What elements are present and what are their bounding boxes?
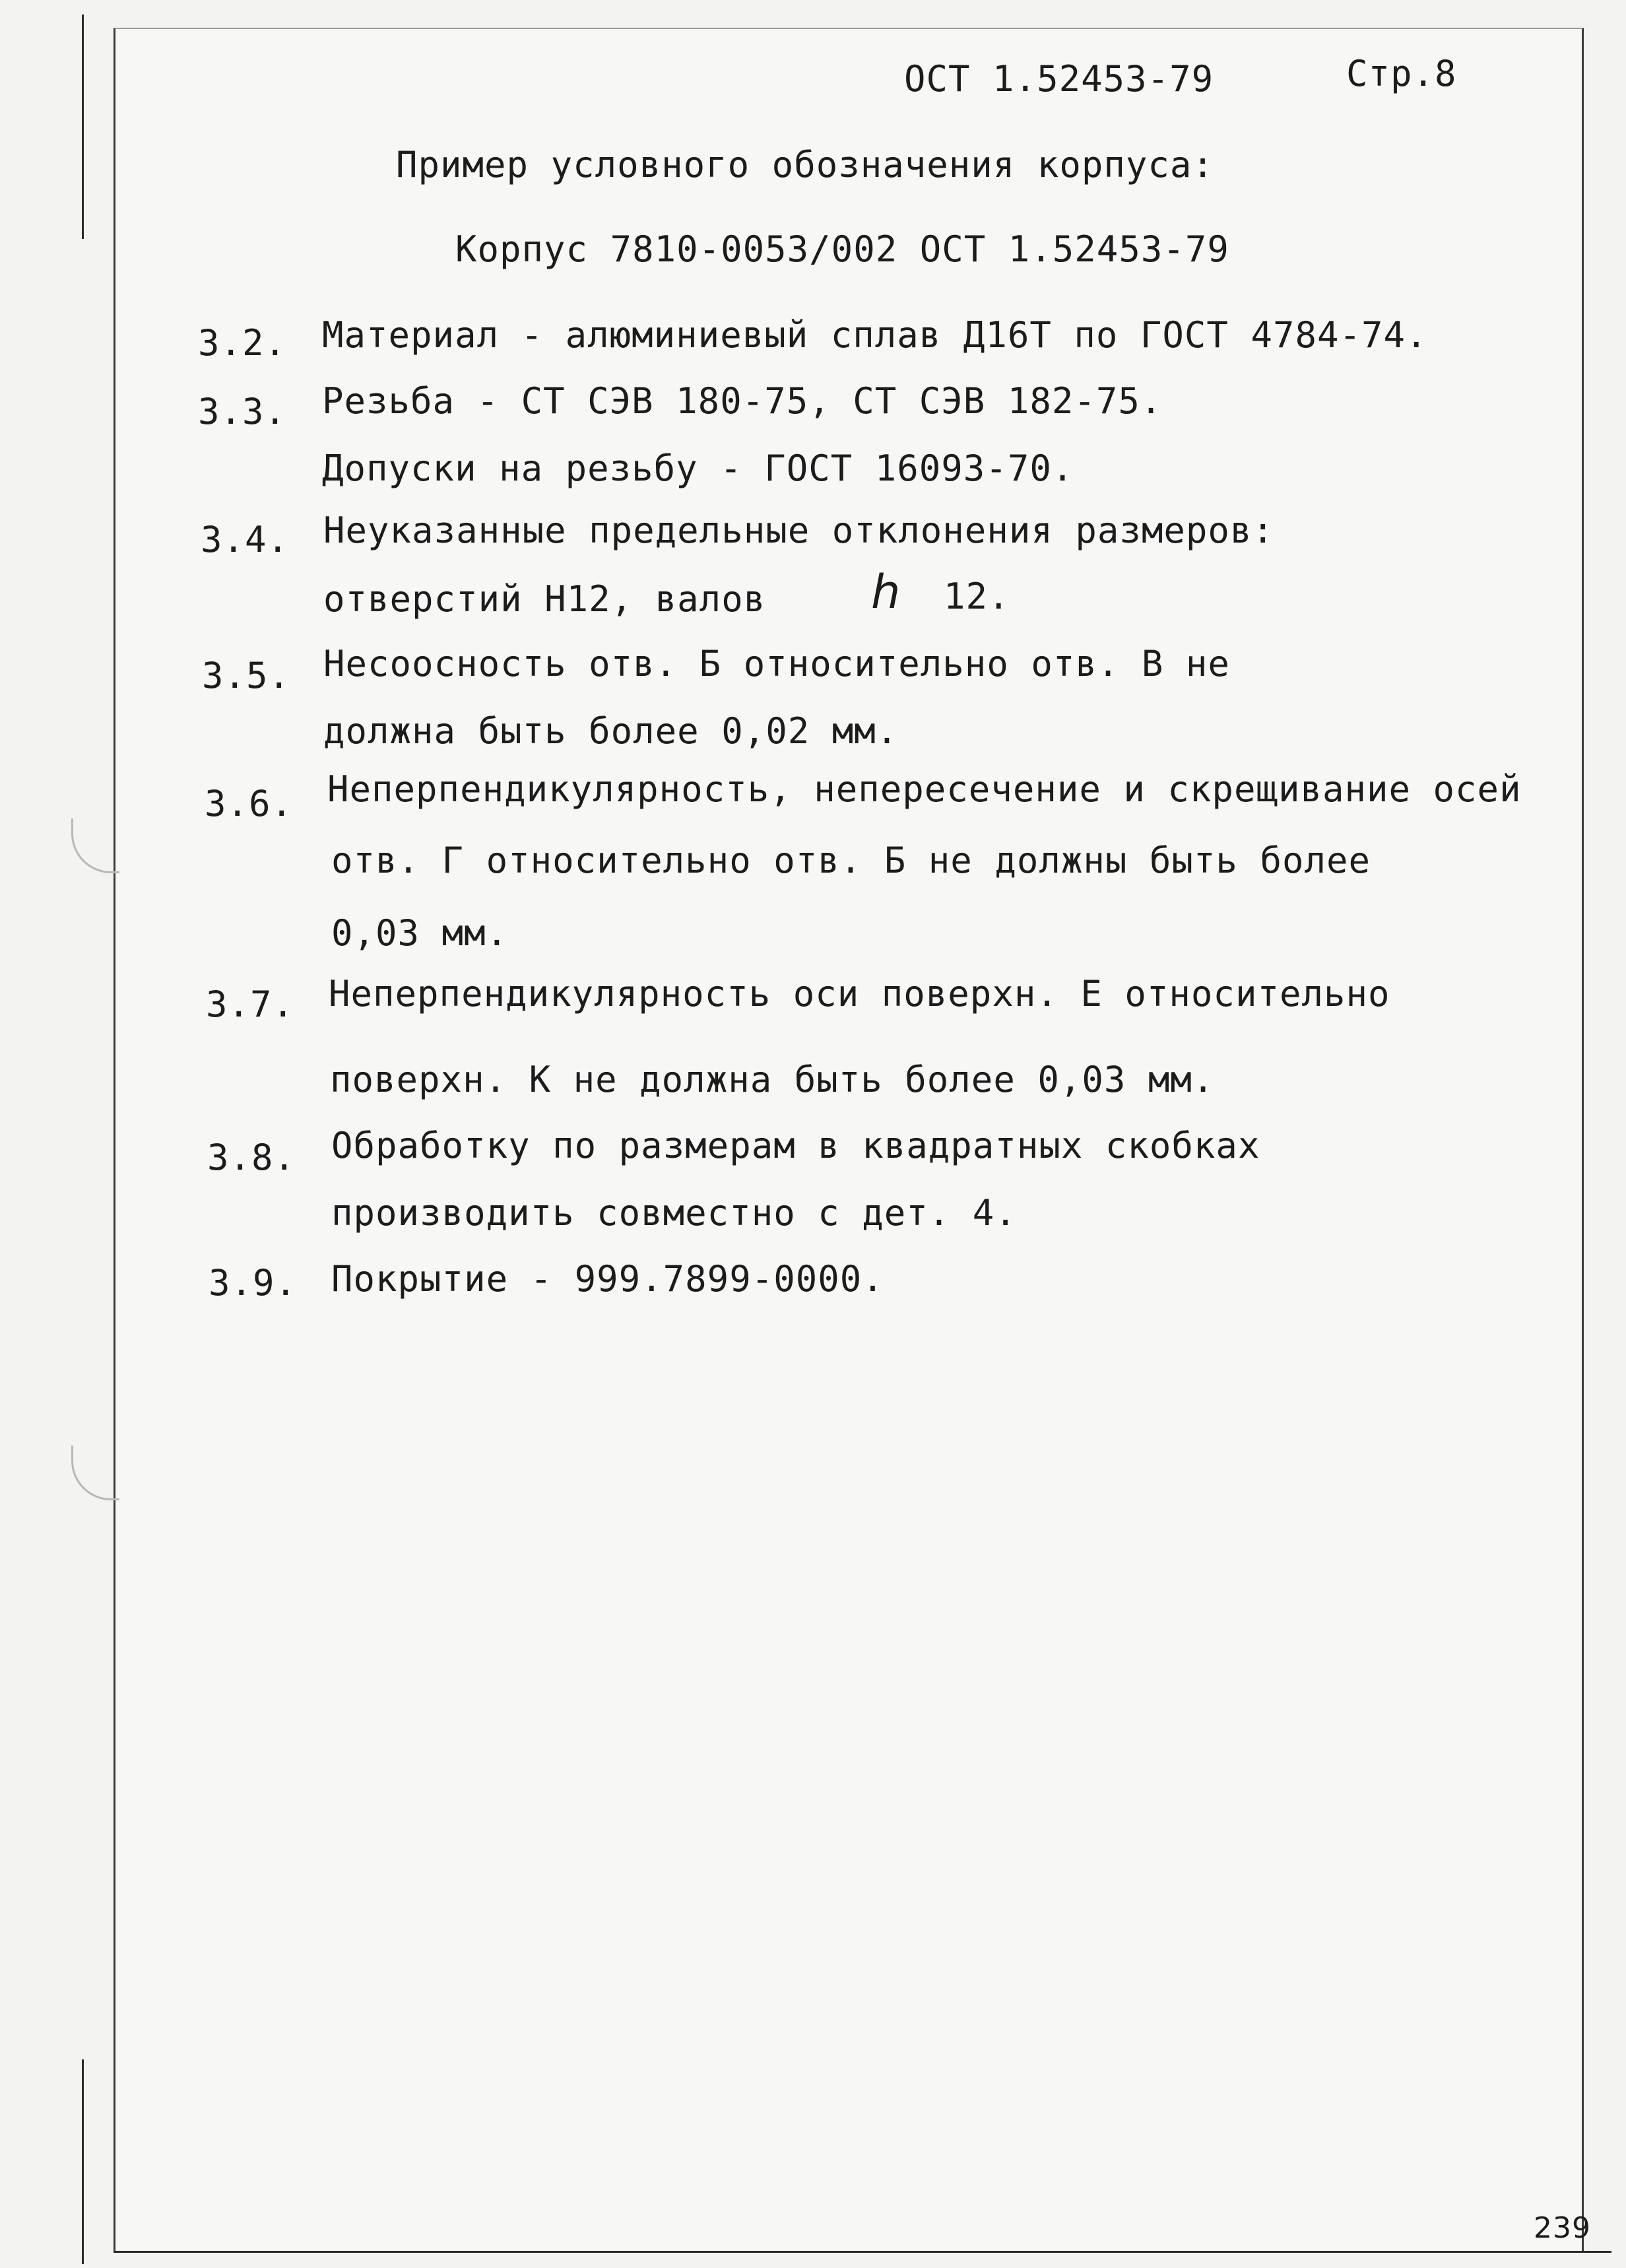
standard-number: ОСТ 1.52453-79 xyxy=(904,58,1214,100)
designation-example: Корпус 7810-0053/002 ОСТ 1.52453-79 xyxy=(455,228,1229,270)
item-number: 3.7. xyxy=(206,984,295,1025)
item-number: 3.4. xyxy=(201,519,290,560)
item-text: 0,03 мм. xyxy=(331,912,509,954)
item-text: Неуказанные предельные отклонения размеров: xyxy=(323,510,1274,551)
item-number: 3.5. xyxy=(202,655,291,696)
item-text: производить совместно с дет. 4. xyxy=(331,1192,1017,1234)
item-number: 3.8. xyxy=(207,1137,296,1178)
item-number: 3.9. xyxy=(209,1262,298,1304)
example-title: Пример условного обозначения корпуса: xyxy=(396,144,1214,185)
margin-line-bottom xyxy=(82,2059,84,2264)
item-number: 3.3. xyxy=(198,391,287,432)
item-number: 3.2. xyxy=(198,322,287,364)
item-text: Несоосность отв. Б относительно отв. В не xyxy=(323,643,1230,684)
punch-hole-mark xyxy=(71,818,119,873)
item-text: Обработку по размерам в квадратных скобках xyxy=(331,1125,1260,1166)
item-text: Резьба - СТ СЭВ 180-75, СТ СЭВ 182-75. xyxy=(322,380,1163,422)
punch-hole-mark xyxy=(71,1446,119,1500)
item-text: отверстий Н12, валов xyxy=(323,578,766,620)
page-label: Стр.8 xyxy=(1346,53,1457,94)
item-text: 12. xyxy=(944,576,1010,617)
item-text: должна быть более 0,02 мм. xyxy=(323,710,899,752)
item-text: Материал - алюминиевый сплав Д16Т по ГОСТ 4784-74. xyxy=(322,314,1428,356)
item-text: Неперпендикулярность оси поверхн. Е относительно xyxy=(329,973,1390,1015)
item-text: Допуски на резьбу - ГОСТ 16093-70. xyxy=(322,448,1074,489)
margin-line-top xyxy=(82,15,84,239)
item-text: отв. Г относительно отв. Б не должны быть более xyxy=(331,840,1371,881)
item-text: Неперпендикулярность, непересечение и скрещивание осей xyxy=(327,768,1522,810)
sheet-number: 239 xyxy=(1534,2211,1591,2245)
handwritten-h: h xyxy=(871,565,901,619)
item-text: Покрытие - 999.7899-0000. xyxy=(331,1258,884,1300)
bottom-rule xyxy=(114,2251,1611,2253)
item-number: 3.6. xyxy=(205,783,294,824)
item-text: поверхн. К не должна быть более 0,03 мм. xyxy=(330,1059,1215,1100)
